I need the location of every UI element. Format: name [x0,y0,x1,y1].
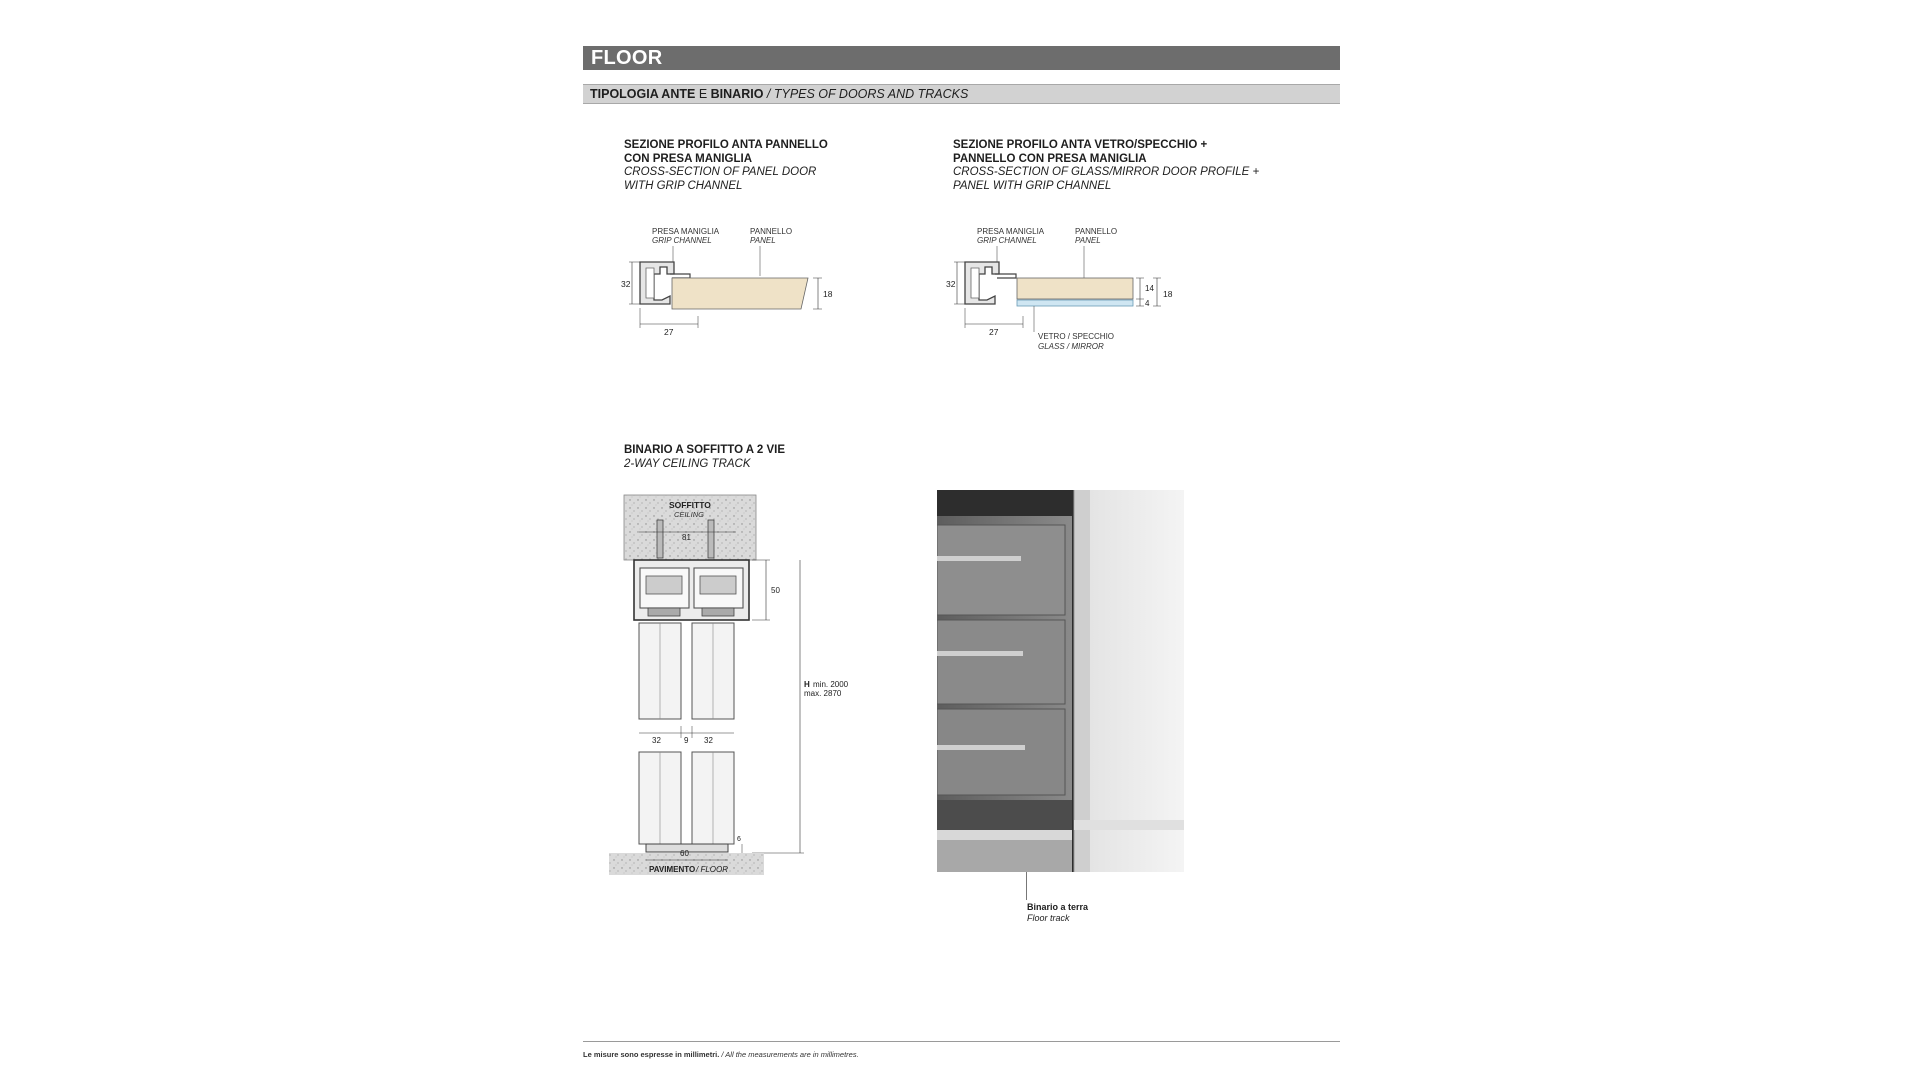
footer-divider [583,1041,1340,1042]
grip-label-it: PRESA MANIGLIA [652,227,720,236]
caption-en: Floor track [1027,913,1070,923]
glass-label-en: GLASS / MIRROR [1038,342,1104,351]
ceiling-label-en: CEILING [674,510,705,519]
dim-h: H [804,680,810,689]
glass-label-it: VETRO / SPECCHIO [1038,332,1115,341]
panel-label-en-2: PANEL [1075,236,1101,245]
section2-heading [953,139,1259,193]
section2-title-en-2: PANEL WITH GRIP CHANNEL [953,179,1112,192]
floor-track-leader-line [1026,872,1027,900]
footer-note-it: Le misure sono espresse in millimetri. [583,1050,720,1059]
section-subtitle [590,87,968,101]
page-title: FLOOR [591,47,663,69]
dim-32-left: 32 [652,736,661,745]
dim-14: 14 [1145,284,1154,293]
photo-caption [1027,902,1088,924]
section1-title-it-1: SEZIONE PROFILO ANTA PANNELLO [624,139,828,151]
dim-width-2: 27 [989,327,999,337]
section2-title-it-1: SEZIONE PROFILO ANTA VETRO/SPECCHIO + [953,139,1208,151]
dim-h-max: max. 2870 [804,689,842,698]
section1-title-en-2: WITH GRIP CHANNEL [624,179,743,192]
section3-title-it: BINARIO A SOFFITTO A 2 VIE [624,444,786,456]
panel-door-profile-diagram [610,220,850,340]
dim-height-2: 32 [946,279,956,289]
dim-81: 81 [682,533,691,542]
caption-it: Binario a terra [1027,902,1089,912]
footer-note-en: / All the measurements are in millimetres. [721,1050,859,1059]
panel-label-it-2: PANNELLO [1075,227,1118,236]
grip-label-en: GRIP CHANNEL [652,236,712,245]
dim-width: 27 [664,327,674,337]
subtitle-bold-2: BINARIO [710,87,764,101]
glass-door-profile-diagram [934,220,1194,360]
section3-title-en: 2-WAY CEILING TRACK [624,457,751,470]
dim-9: 9 [684,736,689,745]
dim-panel: 18 [823,289,833,299]
section1-title-en-1: CROSS-SECTION OF PANEL DOOR [624,166,817,178]
subtitle-italic: / TYPES OF DOORS AND TRACKS [766,87,969,101]
floor-label-it: PAVIMENTO [649,865,696,874]
footer-note [583,1050,859,1059]
dim-18: 18 [1163,289,1173,299]
grip-label-en-2: GRIP CHANNEL [977,236,1037,245]
dim-h-min: min. 2000 [813,680,849,689]
dim-50: 50 [771,586,780,595]
dim-60: 60 [680,849,689,858]
page-title-bar [583,46,1340,70]
section3-heading [624,444,785,471]
subtitle-mid: E [698,87,708,101]
ceiling-label-it: SOFFITTO [669,500,711,510]
panel-label-it: PANNELLO [750,227,793,236]
subtitle-bold: TIPOLOGIA ANTE [590,87,696,101]
section1-heading [624,139,828,193]
ceiling-track-diagram [604,490,874,875]
dim-6: 6 [737,836,741,843]
section1-title-it-2: CON PRESA MANIGLIA [624,152,752,165]
floor-label-en: / FLOOR [696,865,729,874]
dim-4: 4 [1145,299,1150,308]
dim-height: 32 [621,279,631,289]
section-subtitle-bar [583,84,1340,104]
section2-title-it-2: PANNELLO CON PRESA MANIGLIA [953,152,1147,165]
wardrobe-photo [937,490,1184,872]
section2-title-en-1: CROSS-SECTION OF GLASS/MIRROR DOOR PROFILE + [953,166,1260,178]
grip-label-it-2: PRESA MANIGLIA [977,227,1045,236]
dim-32-right: 32 [704,736,713,745]
panel-label-en: PANEL [750,236,776,245]
